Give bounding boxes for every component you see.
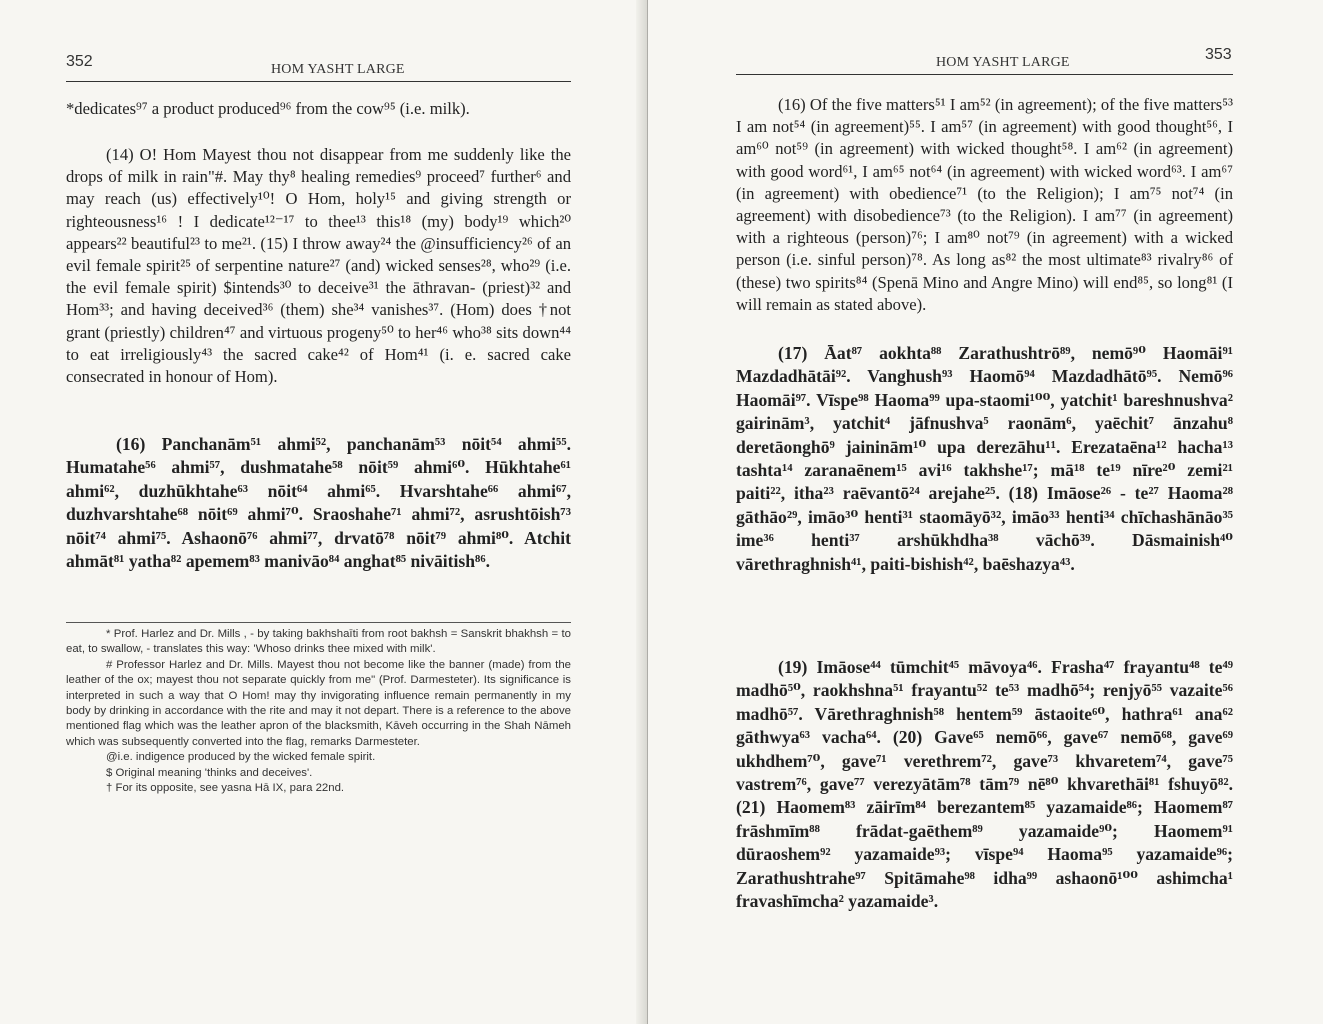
header-rule [736,74,1233,75]
header-rule [66,81,571,82]
paragraph-16-translation: (16) Of the five matters⁵¹ I am⁵² (in agreement); of the five matters⁵³ I am not⁵⁴ (in agreement)⁵⁵. I am⁵⁷ (in agreement) with good thought⁵⁶, I am⁶⁰ not⁵⁹ (in agreement) with wicked thought⁵⁸. I am⁶² (in agreement) with good word⁶¹, I am⁶⁵ not⁶⁴ (in agreement) with wicked word⁶³. I am⁶⁷ (in agreement) with obedience⁷¹ (to the Religion); I am⁷⁵ not⁷⁴ (in agreement) with disobedience⁷³ (to the Religion). I am⁷⁷ (in agreement) with a righteous (person)⁷⁶; I am⁸⁰ not⁷⁹ (in agreement) with a wicked person (i.e. sinful person)⁷⁸. As long as⁸² the most ultimate⁸³ rivalry⁸⁶ of (these) two spirits⁸⁴ (Spenā Mino and Angre Mino) will end⁸⁵, so long⁸¹ (I will remain as stated above). [736,95,1233,314]
running-head: HOM YASHT LARGE [271,62,405,77]
page-number: 352 [66,53,93,70]
footnotes [66,627,571,796]
footnote-rule [66,622,571,623]
footnote-star: * Prof. Harlez and Dr. Mills , - by taking bakhshaīti from root bakhsh = Sanskrit bhakhsh = to eat, to swallow, - translates this way: 'Whoso drinks thee mixed with milk'. [66,628,571,656]
running-head: HOM YASHT LARGE [936,55,1070,70]
page-number: 353 [1205,46,1232,63]
avesta-paragraph-17-18: (17) Āat⁸⁷ aokhta⁸⁸ Zarathushtrō⁸⁹, nemō⁹⁰ Haomāi⁹¹ Mazdadhātāi⁹². Vanghush⁹³ Haomō⁹⁴ Mazdadhātō⁹⁵. Nemō⁹⁶ Haomāi⁹⁷. Vīspe⁹⁸ Haoma⁹⁹ upa-staomi¹⁰⁰, yatchit¹ bareshnushva² gairinām³, yatchit⁴ jāfnushva⁵ raonām⁶, yaēchit⁷ ānzahu⁸ deretāonghō⁹ jaininām¹⁰ upa derezāhu¹¹. Erezataēna¹² hacha¹³ tashta¹⁴ zaranaēnem¹⁵ avi¹⁶ takhshe¹⁷; mā¹⁸ te¹⁹ nīre²⁰ zemi²¹ paiti²², itha²³ raēvantō²⁴ arejahe²⁵. (18) Imāose²⁶ - te²⁷ Haoma²⁸ gāthāo²⁹, imāo³⁰ henti³¹ staomāyō³², imāo³³ henti³⁴ chīchashānāo³⁵ ime³⁶ henti³⁷ arshūkhdha³⁸ vāchō³⁹. Dāsmainish⁴⁰ vārethraghnish⁴¹, paiti-bishish⁴², baēshazya⁴³. [736,343,1233,574]
right-page [648,0,1323,1024]
paragraph-14-15: (14) O! Hom Mayest thou not disappear from me suddenly like the drops of milk in rain"#. May thy⁸ healing remedies⁹ proceed⁷ further⁶ and may reach (us) effectively¹⁰! O Hom, holy¹⁵ and giving strength or righteousness¹⁶ ! I dedicate¹²⁻¹⁷ to thee¹³ this¹⁸ (my) body¹⁹ which²⁰ appears²² beautiful²³ to me²¹. (15) I throw away²⁴ the @insufficiency²⁶ of an evil female spirit²⁵ of serpentine nature²⁷ (and) wicked senses²⁸, who²⁹ (i.e. the evil female spirit) $intends³⁰ to deceive³¹ the āthravan- (priest)³² and Hom³³; and having deceived³⁶ (them) she³⁴ vanishes³⁷. (Hom) does †not grant (priestly) children⁴⁷ and virtuous progeny⁵⁰ to her⁴⁶ who³⁸ sits down⁴⁴ to eat irreligiously⁴³ the sacred cake⁴² of Hom⁴¹ (i. e. sacred cake consecrated in honour of Hom). [66,145,571,387]
avesta-paragraph-16: (16) Panchanām⁵¹ ahmi⁵², panchanām⁵³ nōit⁵⁴ ahmi⁵⁵. Humatahe⁵⁶ ahmi⁵⁷, dushmatahe⁵⁸ nōit⁵⁹ ahmi⁶⁰. Hūkhtahe⁶¹ ahmi⁶², duzhūkhtahe⁶³ nōit⁶⁴ ahmi⁶⁵. Hvarshtahe⁶⁶ ahmi⁶⁷, duzhvarshtahe⁶⁸ nōit⁶⁹ ahmi⁷⁰. Sraoshahe⁷¹ ahmi⁷², asrushtōish⁷³ nōit⁷⁴ ahmi⁷⁵. Ashaonō⁷⁶ ahmi⁷⁷, drvatō⁷⁸ nōit⁷⁹ ahmi⁸⁰. Atchit ahmāt⁸¹ yatha⁸² apemem⁸³ manivāo⁸⁴ anghat⁸⁵ nivāitish⁸⁶. [66,434,571,572]
paragraph-13-end: *dedicates⁹⁷ a product produced⁹⁶ from the cow⁹⁵ (i.e. milk). [66,99,470,118]
left-page [0,0,648,1024]
footnote-at: @i.e. indigence produced by the wicked female spirit. [106,751,376,764]
avesta-paragraph-19-21: (19) Imāose⁴⁴ tūmchit⁴⁵ māvoya⁴⁶. Frasha⁴⁷ frayantu⁴⁸ te⁴⁹ madhō⁵⁰, raokhshna⁵¹ frayantu⁵² te⁵³ madhō⁵⁴; renjyō⁵⁵ vazaite⁵⁶ madhō⁵⁷. Vārethraghnish⁵⁸ hentem⁵⁹ āstaoite⁶⁰, hathra⁶¹ ana⁶² gāthwya⁶³ vacha⁶⁴. (20) Gave⁶⁵ nemō⁶⁶, gave⁶⁷ nemō⁶⁸, gave⁶⁹ ukhdhem⁷⁰, gave⁷¹ verethrem⁷², gave⁷³ khvaretem⁷⁴, gave⁷⁵ vastrem⁷⁶, gave⁷⁷ verezyātām⁷⁸ tām⁷⁹ nē⁸⁰ khvarethāi⁸¹ fshuyō⁸². (21) Haomem⁸³ zāirīm⁸⁴ berezantem⁸⁵ yazamaide⁸⁶; Haomem⁸⁷ frāshmīm⁸⁸ frādat-gaēthem⁸⁹ yazamaide⁹⁰; Haomem⁹¹ dūraoshem⁹² yazamaide⁹³; vīspe⁹⁴ Haoma⁹⁵ yazamaide⁹⁶; Zarathushtrahe⁹⁷ Spitāmahe⁹⁸ idha⁹⁹ ashaonō¹⁰⁰ ashimcha¹ fravashīmcha² yazamaide³. [736,657,1233,912]
footnote-hash: # Professor Harlez and Dr. Mills. Mayest thou not become like the banner (made) from the leather of the ox; mayest thou not separate quickly from me" (Prof. Darmesteter). Its significance is interpreted in such a way that O Hom! may thy invigorating influence remain permanently in my body by drinking in accordance with the rite and may it not depart. There is a reference to the above mentioned flag which was the leather apron of the blacksmith, Kāveh occurring in the Shah Nāmeh which was subsequently converted into the flag, remarks Darmesteter. [66,658,571,748]
footnote-dollar: $ Original meaning 'thinks and deceives'. [106,766,313,779]
footnote-dagger: † For its opposite, see yasna Hā IX, para 22nd. [106,782,345,795]
